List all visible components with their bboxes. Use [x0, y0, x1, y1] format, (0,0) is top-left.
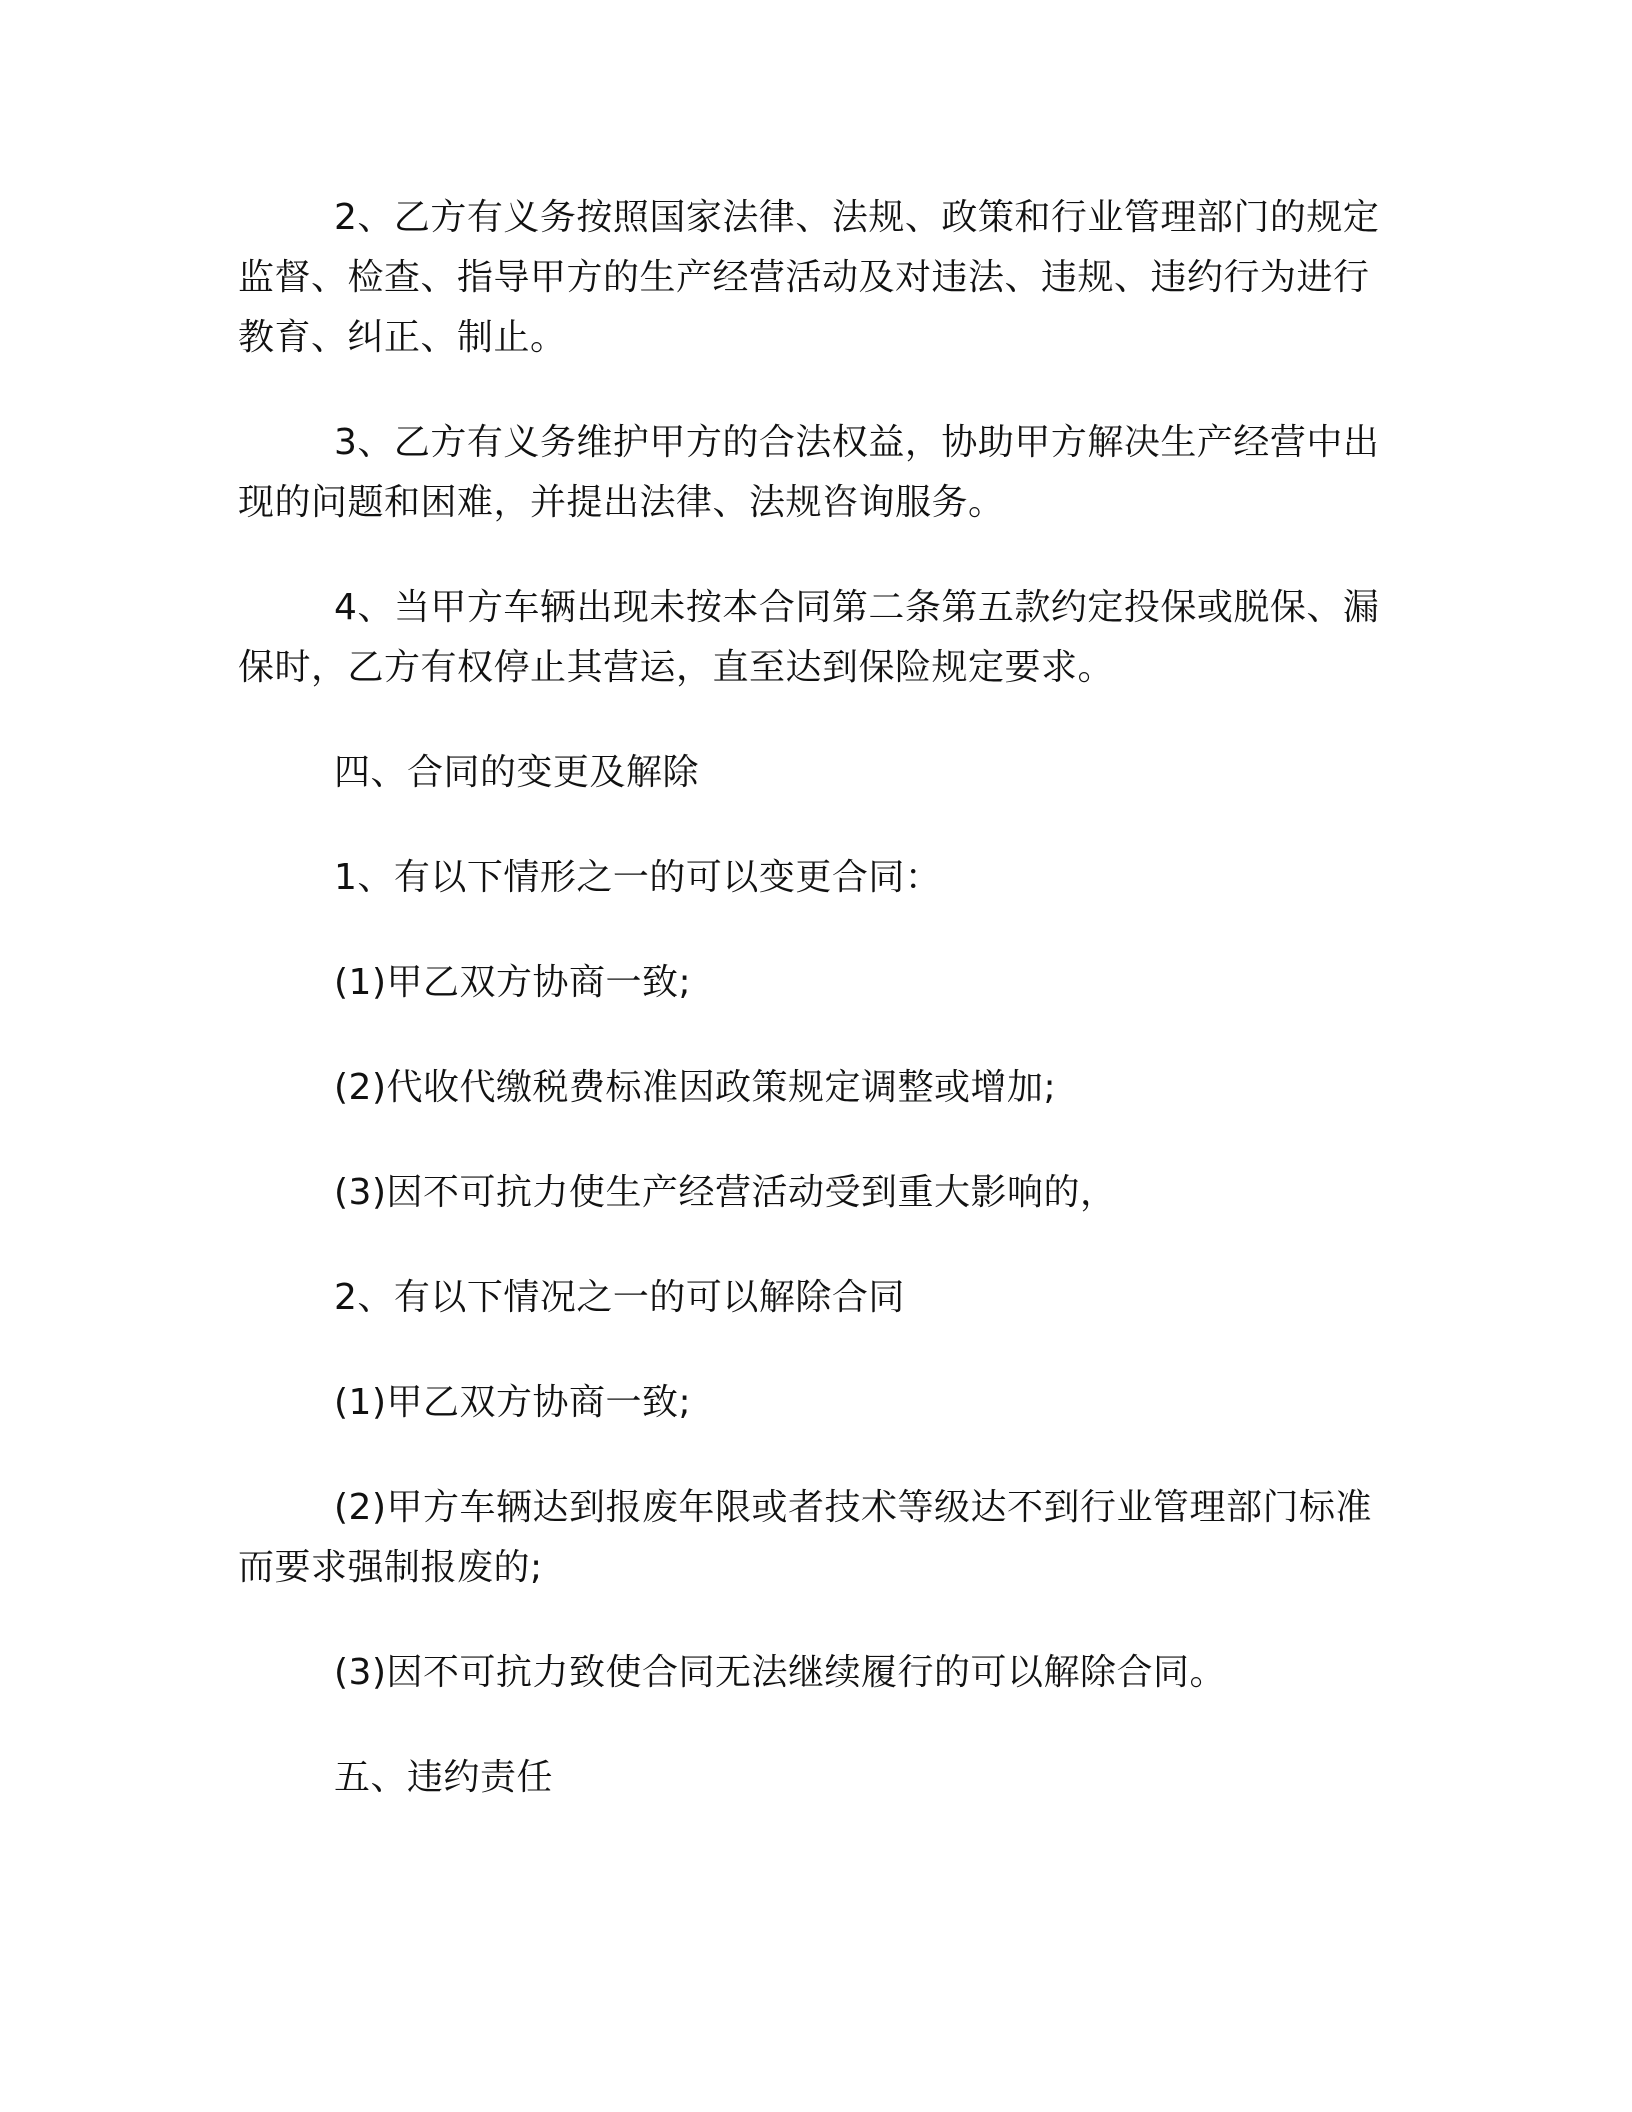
paragraph-change-item-1: (1)甲乙双方协商一致;	[334, 962, 692, 1003]
section-heading-5: 五、违约责任	[334, 1757, 554, 1798]
paragraph-termination-conditions: 2、有以下情况之一的可以解除合同	[334, 1277, 905, 1318]
paragraph-termination-item-3: (3)因不可抗力致使合同无法继续履行的可以解除合同。	[334, 1652, 1226, 1693]
paragraph-termination-item-2: (2)甲方车辆达到报废年限或者技术等级达不到行业管理部门标准而要求强制报废的;	[238, 1487, 1372, 1588]
paragraph-termination-item-1: (1)甲乙双方协商一致;	[334, 1382, 692, 1423]
section-heading-4: 四、合同的变更及解除	[334, 752, 700, 793]
paragraph-clause-2: 2、乙方有义务按照国家法律、法规、政策和行业管理部门的规定监督、检查、指导甲方的生产经营活动及对违法、违规、违约行为进行教育、纠正、制止。	[238, 197, 1380, 358]
paragraph-change-conditions: 1、有以下情形之一的可以变更合同：	[334, 857, 942, 898]
document-body	[238, 188, 1388, 1808]
paragraph-clause-4: 4、当甲方车辆出现未按本合同第二条第五款约定投保或脱保、漏保时，乙方有权停止其营运，直至达到保险规定要求。	[238, 587, 1380, 688]
paragraph-clause-3: 3、乙方有义务维护甲方的合法权益，协助甲方解决生产经营中出现的问题和困难，并提出法律、法规咨询服务。	[238, 422, 1380, 523]
paragraph-change-item-2: (2)代收代缴税费标准因政策规定调整或增加;	[334, 1067, 1057, 1108]
paragraph-change-item-3: (3)因不可抗力使生产经营活动受到重大影响的，	[334, 1172, 1117, 1213]
